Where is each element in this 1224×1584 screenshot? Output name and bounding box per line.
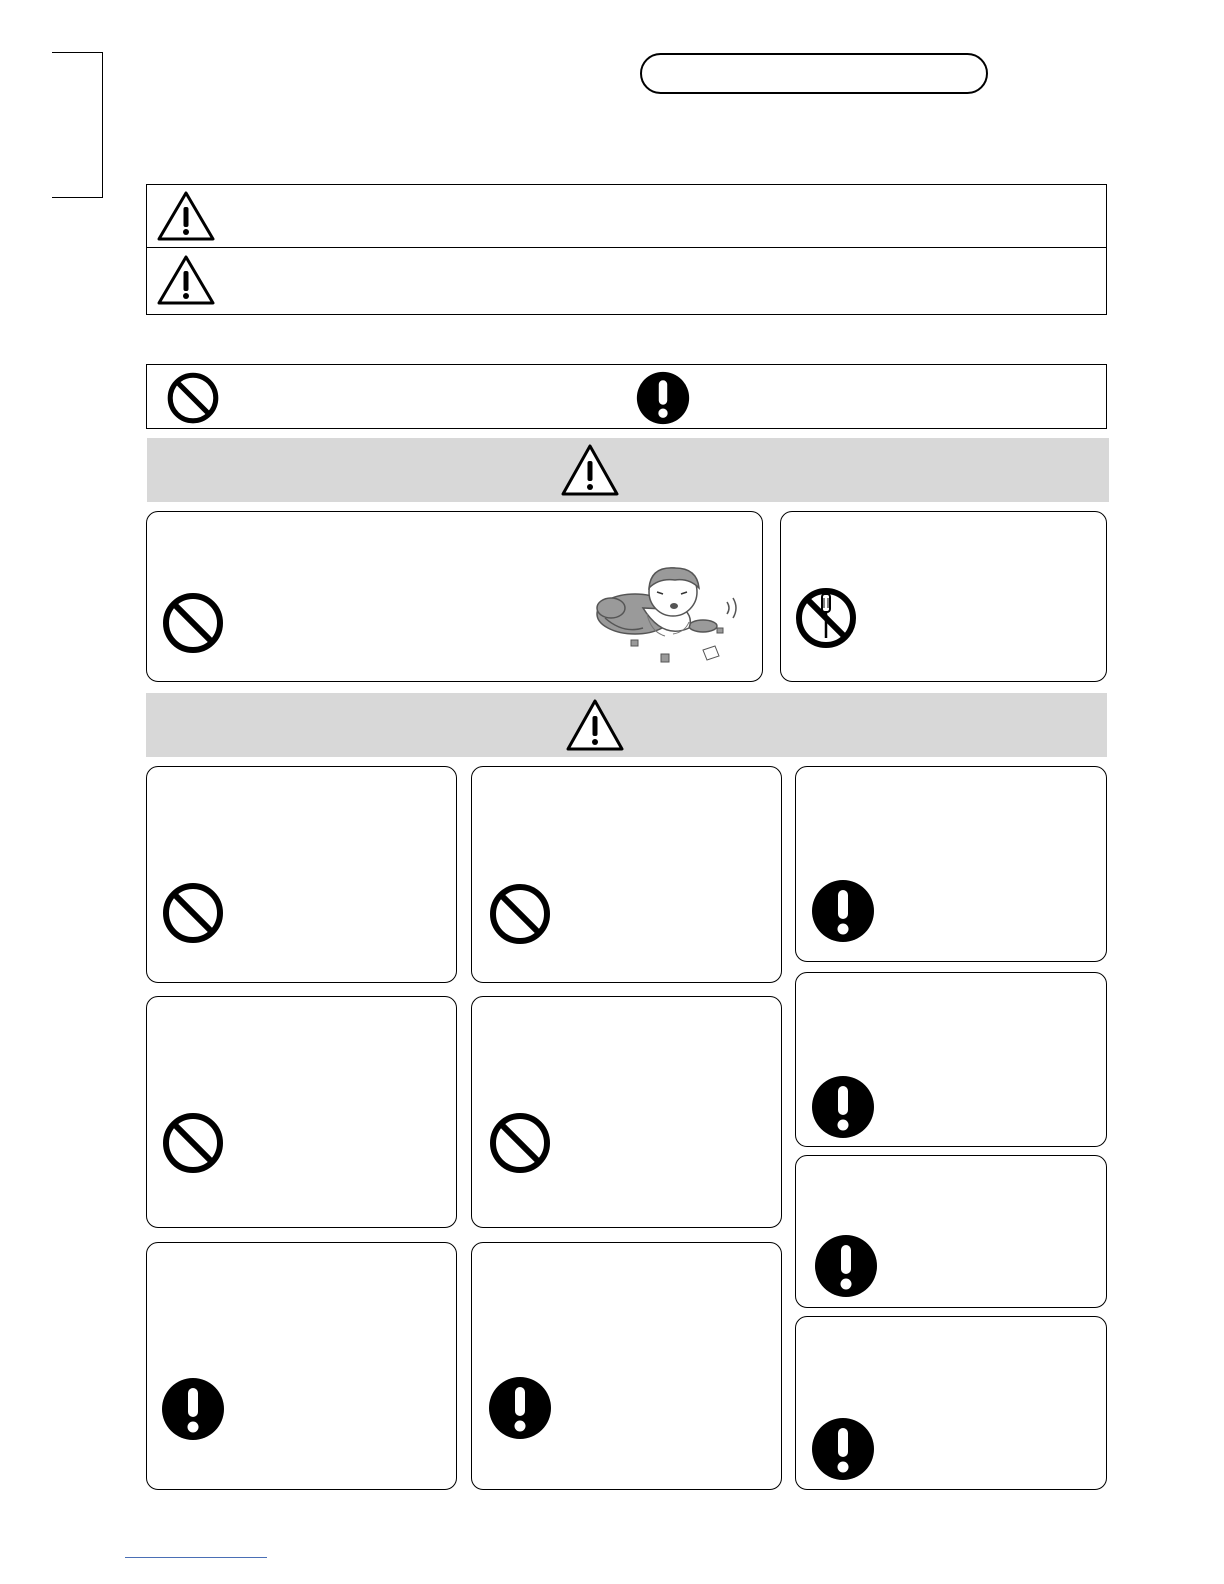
mandatory-action-icon [811, 1417, 875, 1481]
warning-header-icon [560, 443, 620, 497]
caution-triangle-icon [156, 254, 216, 306]
warning-section-header [147, 438, 1109, 502]
mandatory-action-icon [811, 879, 875, 943]
caution-card-7 [471, 1242, 782, 1490]
mandatory-action-icon [488, 1376, 552, 1440]
warning-legend [146, 184, 1107, 315]
caution-card-2 [471, 766, 782, 983]
section-tab [52, 52, 103, 198]
mandatory-action-icon [161, 1377, 225, 1441]
mandatory-action-icon [811, 1075, 875, 1139]
caution-header-icon [565, 698, 625, 752]
no-disassembly-icon [794, 586, 858, 650]
crawling-baby-illustration [593, 562, 745, 670]
warning-triangle-icon [156, 190, 216, 242]
prohibited-icon [161, 1111, 225, 1175]
symbol-legend [146, 364, 1107, 429]
prohibited-icon [488, 882, 552, 946]
mandatory-action-icon [636, 371, 690, 425]
prohibited-icon [166, 371, 220, 425]
mandatory-action-icon [814, 1234, 878, 1298]
caution-card-6 [146, 1242, 457, 1490]
caution-card-1 [146, 766, 457, 983]
prohibited-icon [161, 591, 225, 655]
caution-section-header [146, 693, 1107, 757]
footer-link[interactable] [125, 1557, 267, 1558]
legend-divider [146, 247, 1107, 248]
page-title-pill [640, 53, 988, 94]
prohibited-icon [488, 1111, 552, 1175]
prohibited-icon [161, 881, 225, 945]
